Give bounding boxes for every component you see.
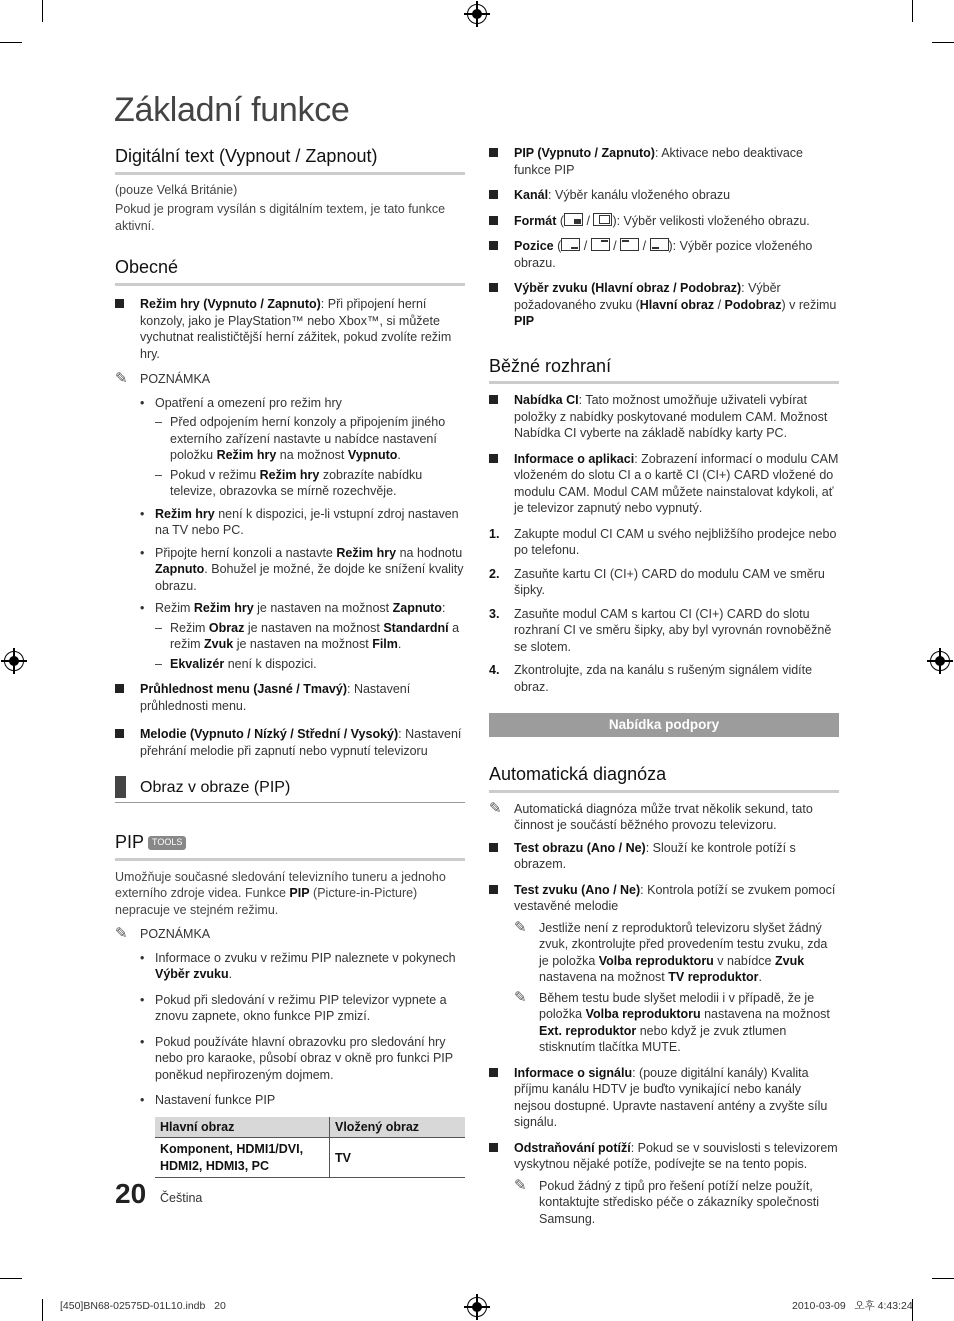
crop-mark [42,0,43,22]
list-item: – Pokud v režimu Režim hry zobrazíte nabídku televize, obrazovka se mírně rozechvěje. [155,467,465,500]
pip-size-large-icon [593,213,612,226]
bullet-square-icon [489,283,498,292]
table-header-cell: Vložený obraz [330,1117,466,1138]
list-item: – Ekvalizér není k dispozici. [155,656,465,673]
list-item: • Režim hry není k dispozici, je-li vstupní zdroj nastaven na TV nebo PC. [140,506,465,539]
pencil-note-icon: ✎ [115,925,128,943]
pip-settings-table [155,1117,465,1179]
page-title: Základní funkce [114,91,350,129]
pencil-note-icon: ✎ [514,918,527,936]
list-item: PIP (Vypnuto / Zapnuto): Aktivace nebo deaktivace funkce PIP [489,145,839,178]
tools-icon: TOOLS [148,836,186,850]
pip-pos-top-left-icon [620,238,639,251]
table-row [155,1138,465,1178]
list-item: • Připojte herní konzoli a nastavte Režim hry na hodnotu Zapnuto. Bohužel je možné, že dojde ke snížení kvality obrazu. [140,545,465,595]
bullet-square-icon [489,843,498,852]
bullet-square-icon [489,885,498,894]
crop-mark [912,0,913,22]
crop-mark [932,42,954,43]
bullet-square-icon [489,241,498,250]
bullet-square-icon [115,299,124,308]
list-item: • Pokud při sledování v režimu PIP televizor vypnete a znovu zapnete, okno funkce PIP zmizí. [140,992,465,1025]
general-heading: Obecné [115,256,465,286]
note-block: ✎ Pokud žádný z tipů pro řešení potíží nelze použít, kontaktujte středisko péče o zákazníky společnosti Samsung. [514,1176,820,1226]
pip-size-small-icon [564,213,583,226]
digital-text-body: Pokud je program vysílán s digitálním textem, je tato funkce aktivní. [115,202,446,233]
common-interface-heading: Běžné rozhraní [489,355,839,385]
note-block: ✎ Automatická diagnóza může trvat několik sekund, tato činnost je součástí běžného provozu televizoru. [489,799,813,833]
bullet-square-icon [115,684,124,693]
note-block: ✎ Jestliže není z reproduktorů televizoru slyšet žádný zvuk, zkontrolujte před provedením testu zvuku, zda je položka Volba reproduktoru v nabídce Zvuk nastavena na možnost TV reproduktor. [514,918,828,985]
table-header-row [155,1117,465,1138]
pip-pos-bottom-right-icon [561,238,580,251]
registration-mark-icon [467,1297,487,1317]
pencil-note-icon: ✎ [514,988,527,1006]
list-item: – Režim Obraz je nastaven na možnost Standardní a režim Zvuk je nastaven na možnost Film. [155,620,465,653]
bullet-square-icon [489,395,498,404]
list-item [115,296,465,362]
list-item: 3. Zasuňte modul CAM s kartou CI (CI+) CARD do slotu rozhraní CI ve směru šipky, aby byl vyrovnán rovnoběžně se slotem. [489,606,832,654]
list-item: 2. Zasuňte kartu CI (CI+) CARD do modulu CAM ve směru šipky. [489,566,825,598]
list-item [140,395,465,500]
crop-mark [932,1278,954,1279]
list-item: Kanál: Výběr kanálu vloženého obrazu [489,187,839,204]
list-item: Výběr zvuku (Hlavní obraz / Podobraz): Výběr požadovaného zvuku (Hlavní obraz / Podobraz) v režimu PIP [489,280,839,330]
section-bar-icon [115,776,126,798]
list-item: – Před odpojením herní konzoly a připojením jiného externího zařízení nastavte u nabídce nastavení položku Režim hry na možnost Vypnuto. [155,414,465,464]
registration-mark-icon [4,651,24,671]
footer-timestamp: 2010-03-09 오후 4:43:24 [792,1300,913,1312]
note-block [115,371,465,672]
game-mode-label: Režim hry (Vypnuto / Zapnuto) [140,297,321,311]
crop-mark [42,1299,43,1321]
pencil-note-icon: ✎ [115,370,128,387]
pip-section-heading: Obraz v obraze (PIP) [115,777,465,803]
list-item: Pozice ( / / / ): Výběr pozice vloženého obrazu. [489,238,839,271]
table-header-cell: Hlavní obraz [155,1117,330,1138]
list-item: 4. Zkontrolujte, zda na kanálu s rušeným signálem vidíte obraz. [489,663,813,694]
list-item: Odstraňování potíží: Pokud se v souvislosti s televizorem vyskytnou nějaké potíže, podívejte se na tento popis. ✎ Pokud žádný z tipů pro řešení potíží nelze použít, kontaktujte středisko péče o zákazníky společnosti Samsung. [489,1140,839,1228]
digital-text-heading: Digitální text (Vypnout / Zapnout) [115,145,465,175]
bullet-square-icon [489,1143,498,1152]
list-item: Nabídka CI: Tato možnost umožňuje uživateli vybírat položky z nabídky poskytované modulem CAM. Možnost Nabídka CI vyberte na základě nabídky karty PC. [489,392,839,442]
list-item: Test obrazu (Ano / Ne): Slouží ke kontrole potíží s obrazem. [489,840,839,873]
bullet-text: Opatření a omezení pro režim hry [155,395,342,410]
registration-mark-icon [467,4,487,24]
list-item: • Informace o zvuku v režimu PIP naleznete v pokynech Výběr zvuku. [140,950,465,983]
note-block: ✎ Během testu bude slyšet melodii i v případě, že je položka Volba reproduktoru nastavena na možnost Ext. reproduktor nebo když je zvuk ztlumen stisknutím tlačítka MUTE. [514,988,830,1055]
footer-language: Čeština [160,1191,203,1205]
bullet-square-icon [489,454,498,463]
pip-pos-bottom-left-icon [650,238,669,251]
bullet-square-icon [115,729,124,738]
list-item: • Pokud používáte hlavní obrazovku pro sledování hry nebo pro karaoke, působí obraz v okně pro funkci PIP poněkud nepřirozeným dojmem. [140,1034,465,1084]
list-item: Informace o signálu: (pouze digitální kanály) Kvalita příjmu kanálu HDTV je buďto vynikající nebo kanály nejsou dostupné. Upravte nastavení antény a zvyšte sílu signálu. [489,1065,839,1131]
footer-file: [450]BN68-02575D-01L10.indb 20 [60,1300,226,1312]
pencil-note-icon: ✎ [489,799,502,817]
auto-diagnosis-heading: Automatická diagnóza [489,763,839,793]
game-mode-text: : Při připojení herní konzoly, jako je PlayStation™ nebo Xbox™, si můžete vychutnat realističtější herní zážitek, pokud zvolíte režim hry. [140,297,452,361]
bullet-square-icon [489,1068,498,1077]
crop-mark [0,1278,22,1279]
digital-text-note: (pouze Velká Británie) [115,182,238,197]
pip-heading: PIP TOOLS [115,831,465,861]
list-item: Test zvuku (Ano / Ne): Kontrola potíží se zvukem pomocí vestavěné melodie ✎ Jestliže není z reproduktorů televizoru slyšet žádný zvuk, zkontrolujte před provedením testu zvuku, zda je položka Volba reproduktoru v nabídce Zvuk nastavena na možnost TV reproduktor. ✎ Během testu bude slyšet melodii i v případě, že je položka Volba reproduktoru nastavena na možnost Ext. reproduktor nebo když je zvuk ztlumen stisknutím tlačítka MUTE. [489,882,839,1056]
pip-body: Umožňuje současné sledování televizního tuneru a jednoho externího zdroje videa. Funkce PIP (Picture-in-Picture) nepracuje ve stejném režimu. [115,869,446,917]
list-item: 1. Zakupte modul CI CAM u svého nejbližšího prodejce nebo po telefonu. [489,526,837,558]
list-item: • Režim Režim hry je nastaven na možnost Zapnuto: – Režim Obraz je nastaven na možnost Standardní a režim Zvuk je nastaven na možnost Film. – Ekvalizér není k dispozici. [140,600,465,672]
bullet-square-icon [489,148,498,157]
note-block: ✎ POZNÁMKA • Informace o zvuku v režimu PIP naleznete v pokynech Výběr zvuku. • Pokud při sledování v režimu PIP televizor vypnete a znovu zapnete, okno funkce PIP zmizí. • Pokud používáte hlavní obrazovku pro sledování hry nebo pro karaoke, působí obraz v okně pro funkci PIP poněkud nepřirozeným dojmem. • Nastavení funkce PIP [115,926,465,1109]
support-menu-bar: Nabídka podpory [489,713,839,737]
table-cell: TV [335,1150,351,1165]
table-cell: Komponent, HDMI1/DVI, HDMI2, HDMI3, PC [155,1138,330,1178]
list-item: Melodie (Vypnuto / Nízký / Střední / Vysoký): Nastavení přehrání melodie při zapnutí nebo vypnutí televizoru [115,726,465,759]
bullet-square-icon [489,216,498,225]
left-column [115,145,465,1178]
list-item: • Nastavení funkce PIP [140,1092,465,1109]
note-label: POZNÁMKA [140,372,211,386]
pip-pos-top-right-icon [591,238,610,251]
list-item: Průhlednost menu (Jasné / Tmavý): Nastavení průhlednosti menu. [115,681,465,714]
page-number: 20 [115,1178,147,1209]
list-item: Formát ( / ): Výběr velikosti vloženého obrazu. [489,213,839,230]
registration-mark-icon [930,651,950,671]
list-item: Informace o aplikaci: Zobrazení informací o modulu CAM vloženém do slotu CI a o kartě CI (CI+) CARD vložené do modulu CAM. Modul CAM můžete nainstalovat kdykoli, ať je televizor zapnutý nebo vypnutý. [489,451,839,517]
crop-mark [0,42,22,43]
pencil-note-icon: ✎ [514,1176,527,1194]
right-column [489,145,839,1236]
bullet-square-icon [489,190,498,199]
